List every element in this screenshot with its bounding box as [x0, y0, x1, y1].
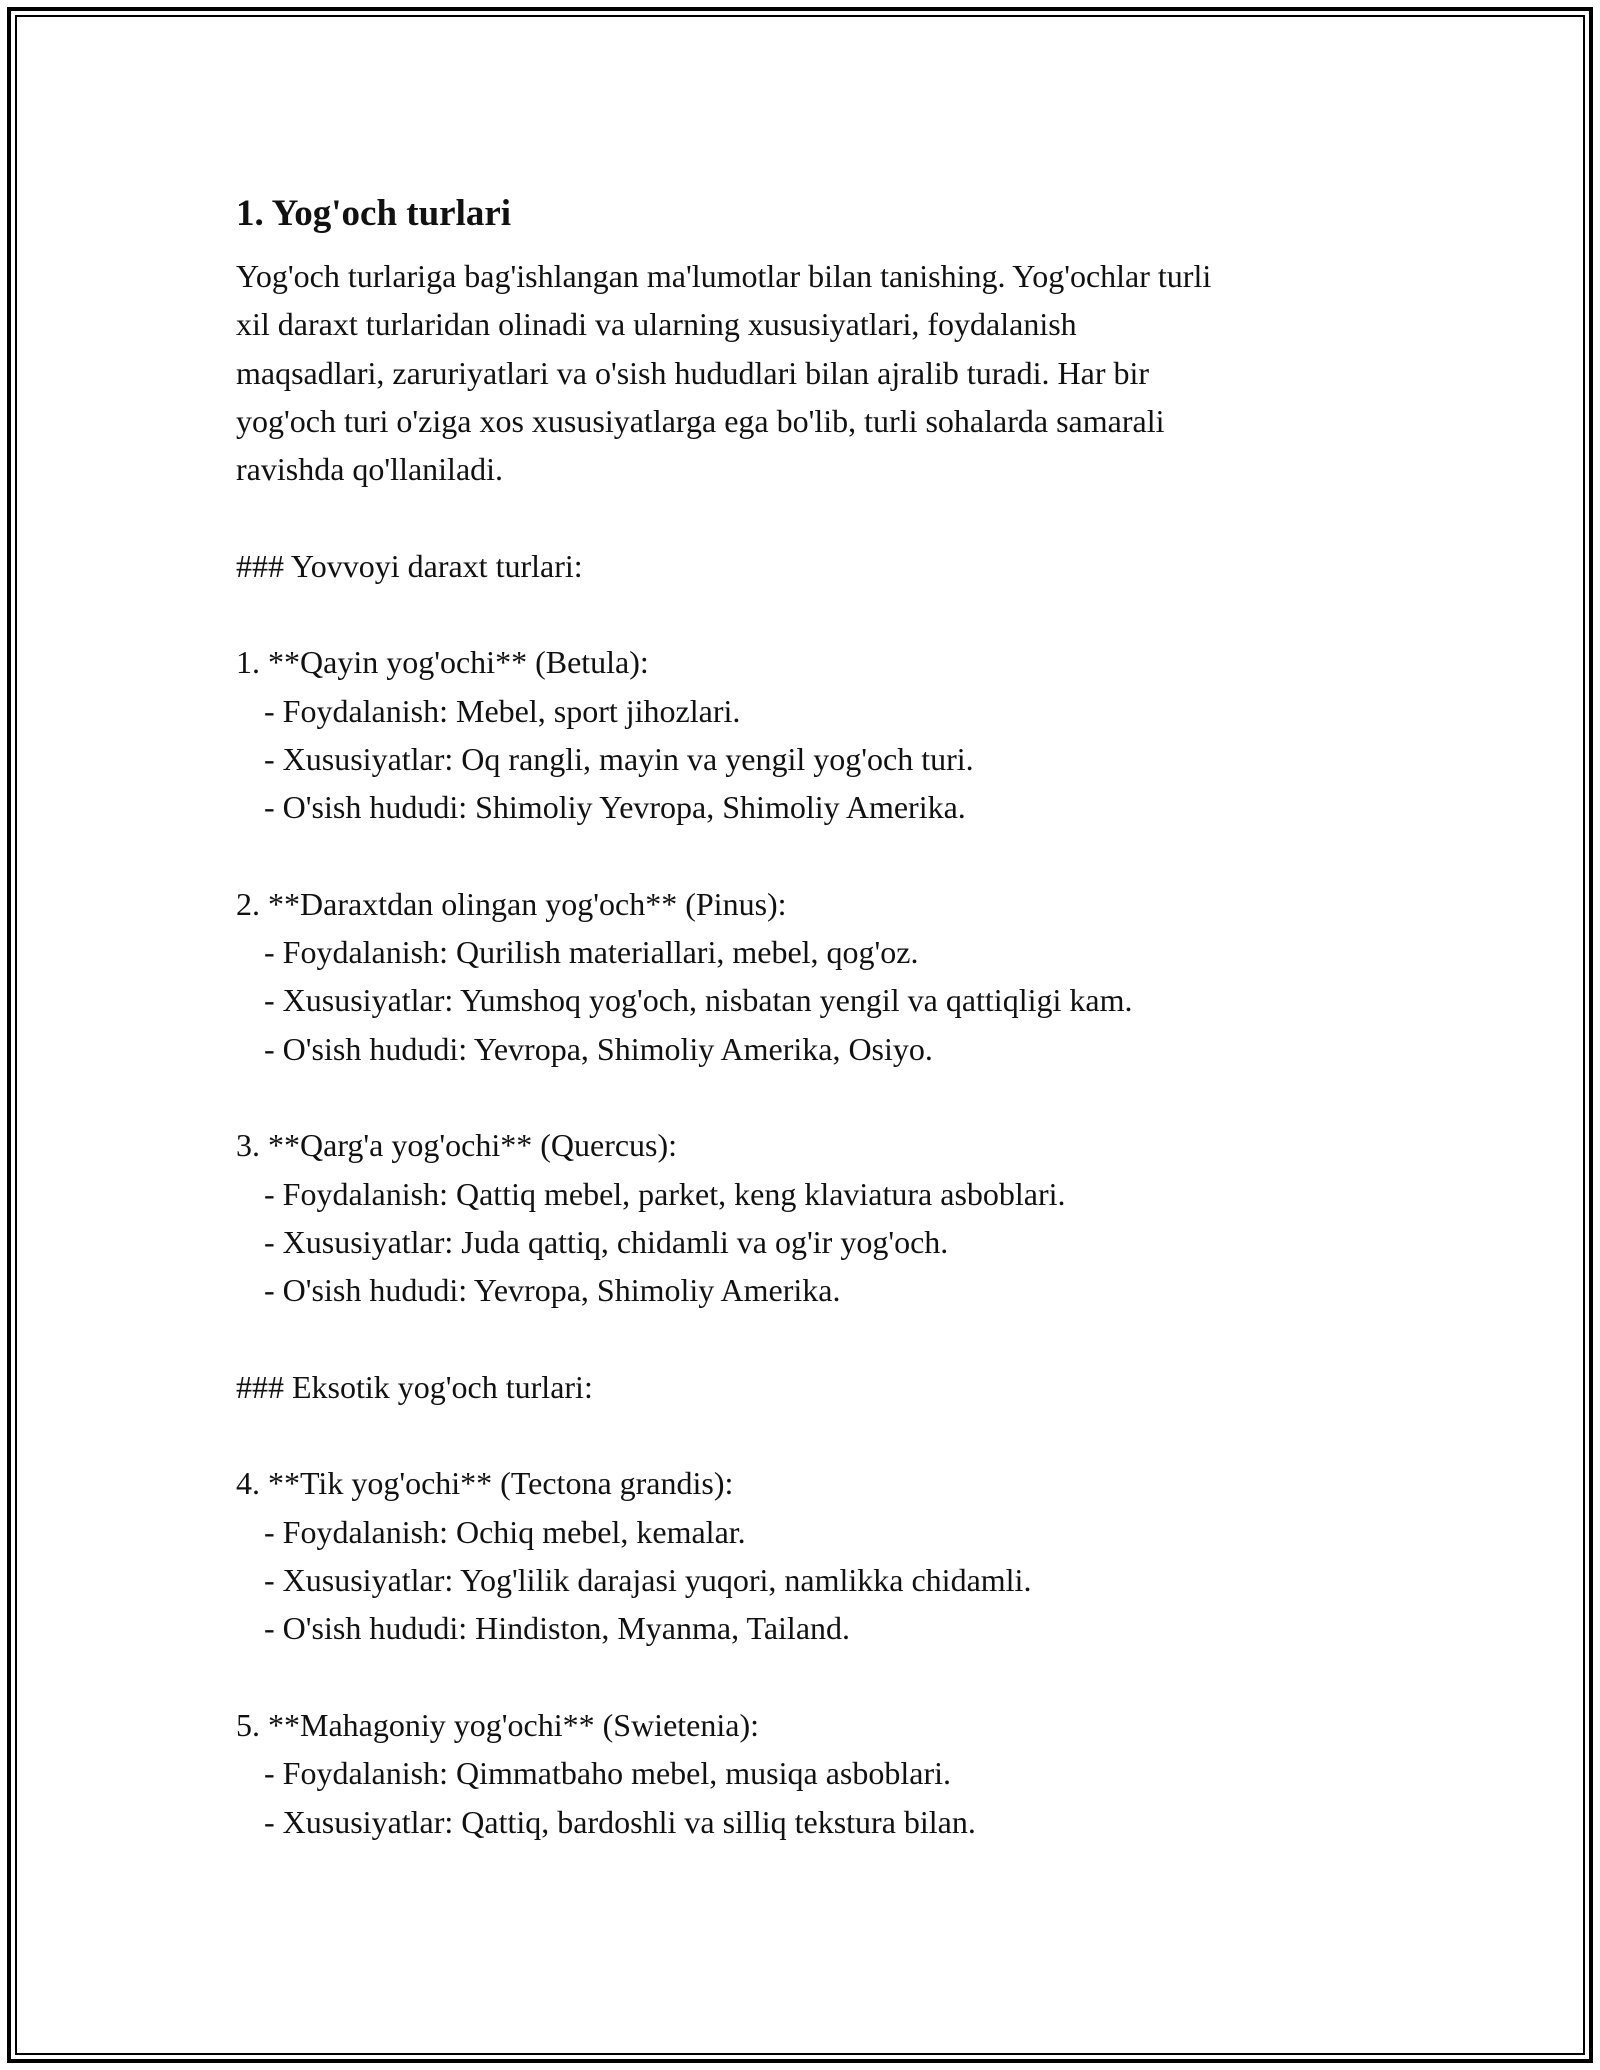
list-item-detail: - Foydalanish: Qurilish materiallari, mebel, qog'oz. — [264, 934, 919, 971]
list-item-detail: - Foydalanish: Qimmatbaho mebel, musiqa asboblari. — [264, 1755, 951, 1792]
section-heading-exotic: ### Eksotik yog'och turlari: — [236, 1368, 593, 1405]
list-item-detail: - O'sish hududi: Yevropa, Shimoliy Amerika. — [264, 1272, 841, 1309]
list-item-detail: - O'sish hududi: Yevropa, Shimoliy Amerika, Osiyo. — [264, 1030, 933, 1067]
page-title: 1. Yog'och turlari — [236, 193, 512, 234]
list-item-title: 2. **Daraxtdan olingan yog'och** (Pinus): — [236, 885, 787, 922]
spacer — [236, 590, 1386, 638]
list-item-detail: - Foydalanish: Mebel, sport jihozlari. — [264, 692, 741, 729]
list-item-detail: - O'sish hududi: Shimoliy Yevropa, Shimoliy Amerika. — [264, 789, 966, 826]
list-item-detail: - Xususiyatlar: Oq rangli, mayin va yengil yog'och turi. — [264, 740, 974, 777]
list-item-birch — [236, 638, 1386, 831]
list-item-title: 5. **Mahagoniy yog'ochi** (Swietenia): — [236, 1706, 759, 1743]
list-item-teak — [236, 1459, 1386, 1652]
list-item-title: 3. **Qarg'a yog'ochi** (Quercus): — [236, 1127, 678, 1164]
intro-line: xil daraxt turlaridan olinadi va ularning xususiyatlari, foydalanish — [236, 306, 1077, 343]
spacer — [236, 1073, 1386, 1121]
intro-line: maqsadlari, zaruriyatlari va o'sish hududlari bilan ajralib turadi. Har bir — [236, 354, 1150, 391]
list-item-detail: - O'sish hududi: Hindiston, Myanma, Tailand. — [264, 1610, 851, 1647]
list-item-detail: - Xususiyatlar: Qattiq, bardoshli va silliq tekstura bilan. — [264, 1803, 976, 1840]
list-item-detail: - Xususiyatlar: Yog'lilik darajasi yuqori, namlikka chidamli. — [264, 1562, 1032, 1599]
intro-paragraph — [236, 252, 1386, 493]
document-body — [236, 186, 1386, 1846]
list-item-mahogany — [236, 1701, 1386, 1846]
list-item-oak — [236, 1121, 1386, 1314]
intro-line: ravishda qo'llaniladi. — [236, 451, 504, 488]
list-item-detail: - Xususiyatlar: Yumshoq yog'och, nisbatan yengil va qattiqligi kam. — [264, 982, 1133, 1019]
section-heading-wild: ### Yovvoyi daraxt turlari: — [236, 547, 583, 584]
spacer — [236, 493, 1386, 541]
intro-line: Yog'och turlariga bag'ishlangan ma'lumotlar bilan tanishing. Yog'ochlar turli — [236, 258, 1212, 294]
list-item-title: 4. **Tik yog'ochi** (Tectona grandis): — [236, 1465, 734, 1502]
list-item-title: 1. **Qayin yog'ochi** (Betula): — [236, 644, 649, 681]
spacer — [236, 832, 1386, 880]
list-item-detail: - Xususiyatlar: Juda qattiq, chidamli va og'ir yog'och. — [264, 1223, 949, 1260]
intro-line: yog'och turi o'ziga xos xususiyatlarga ega bo'lib, turli sohalarda samarali — [236, 402, 1165, 439]
list-item-detail: - Foydalanish: Ochiq mebel, kemalar. — [264, 1513, 746, 1550]
spacer — [236, 1653, 1386, 1701]
spacer — [236, 1315, 1386, 1363]
spacer — [236, 1411, 1386, 1459]
list-item-pine — [236, 880, 1386, 1073]
list-item-detail: - Foydalanish: Qattiq mebel, parket, keng klaviatura asboblari. — [264, 1175, 1066, 1212]
